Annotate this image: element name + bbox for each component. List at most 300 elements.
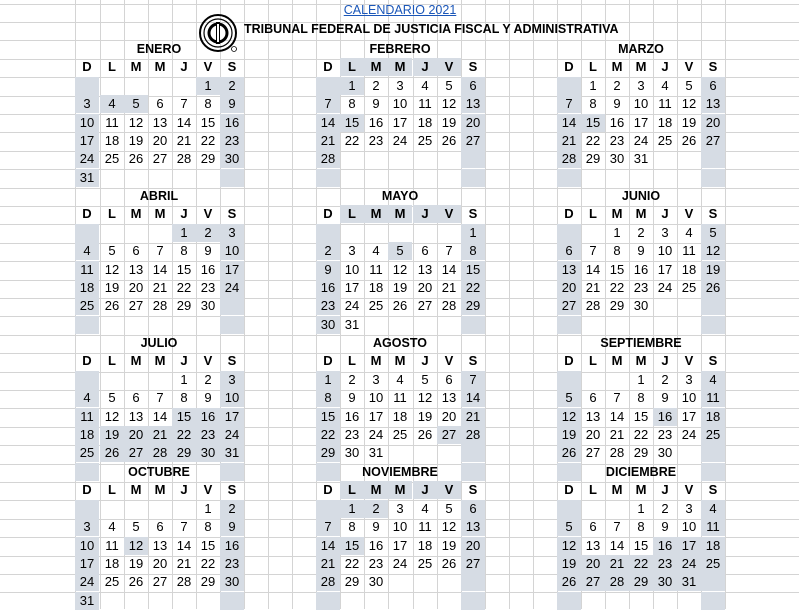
weekday-header: M [394, 353, 406, 369]
day-cell: 21 [605, 555, 629, 573]
day-cell: 5 [701, 224, 725, 242]
month-name: FEBRERO [369, 42, 431, 56]
weekday-header: D [564, 206, 574, 222]
day-cell: 11 [369, 261, 383, 277]
day-cell: 2 [316, 242, 340, 260]
day-cell: 8 [348, 96, 356, 112]
day-cell: 25 [104, 151, 120, 167]
weekday-header: L [340, 58, 364, 76]
day-cell: 22 [344, 133, 360, 148]
day-cell: 27 [437, 426, 461, 444]
day-cell: 4 [685, 224, 693, 240]
day-cell: 20 [128, 280, 144, 295]
day-cell: 4 [75, 389, 99, 407]
weekday-header: L [589, 59, 597, 75]
empty-day-cell [316, 77, 340, 95]
month-name: MARZO [618, 42, 664, 56]
day-cell: 2 [613, 77, 621, 93]
weekday-header: S [227, 206, 237, 222]
day-cell: 29 [200, 574, 216, 590]
day-cell: 25 [417, 133, 433, 148]
day-cell: 14 [152, 261, 168, 277]
day-cell: 14 [609, 537, 625, 553]
empty-day-cell [461, 444, 485, 462]
empty-day-cell [557, 592, 581, 610]
weekday-header: L [340, 205, 364, 223]
day-cell: 19 [557, 555, 581, 573]
empty-day-cell [461, 316, 485, 334]
day-cell: 9 [613, 96, 621, 112]
day-cell: 2 [204, 371, 212, 387]
day-cell: 27 [152, 574, 168, 590]
day-cell: 5 [108, 390, 116, 406]
day-cell: 13 [461, 518, 485, 536]
day-cell: 24 [657, 280, 673, 295]
day-cell: 29 [172, 444, 196, 462]
day-cell: 18 [104, 556, 120, 571]
month-name: DICIEMBRE [605, 465, 677, 479]
day-cell: 23 [653, 555, 677, 573]
day-cell: 9 [637, 243, 645, 259]
day-cell: 12 [417, 390, 433, 406]
day-cell: 28 [441, 298, 457, 314]
day-cell: 23 [633, 280, 649, 295]
day-cell: 2 [364, 500, 388, 518]
day-cell: 11 [75, 408, 99, 426]
day-cell: 7 [461, 371, 485, 389]
day-cell: 16 [196, 408, 220, 426]
day-cell: 28 [176, 574, 192, 590]
weekday-header: M [154, 59, 166, 75]
day-cell: 15 [581, 114, 605, 132]
day-cell: 27 [461, 132, 485, 150]
day-cell: 28 [609, 445, 625, 461]
month-name: MAYO [381, 189, 419, 203]
weekday-header: M [130, 206, 142, 222]
day-cell: 30 [196, 444, 220, 462]
day-cell: 29 [585, 151, 601, 167]
weekday-header: J [413, 481, 437, 499]
empty-day-cell [220, 592, 244, 610]
day-cell: 12 [681, 96, 697, 112]
empty-day-cell [461, 573, 485, 591]
day-cell: 31 [220, 444, 244, 462]
day-cell: 3 [75, 518, 99, 536]
weekday-header: V [437, 205, 461, 223]
weekday-header: M [611, 353, 623, 369]
day-cell: 29 [633, 445, 649, 461]
empty-day-cell [316, 169, 340, 187]
empty-day-cell [461, 592, 485, 610]
day-cell: 2 [661, 371, 669, 387]
day-cell: 21 [176, 556, 192, 571]
day-cell: 26 [441, 133, 457, 148]
day-cell: 29 [461, 297, 485, 315]
weekday-header: M [635, 482, 647, 498]
day-cell: 14 [585, 261, 601, 277]
day-cell: 26 [557, 573, 581, 591]
empty-day-cell [701, 316, 725, 334]
weekday-header: D [82, 59, 92, 75]
weekday-header: J [421, 353, 429, 369]
day-cell: 8 [613, 243, 621, 259]
day-cell: 3 [372, 371, 380, 387]
day-cell: 9 [316, 261, 340, 279]
day-cell: 24 [344, 298, 360, 314]
weekday-header: D [82, 206, 92, 222]
weekday-header: S [708, 59, 718, 75]
weekday-header: M [635, 353, 647, 369]
weekday-header: M [154, 206, 166, 222]
empty-day-cell [701, 150, 725, 168]
empty-day-cell [701, 297, 725, 315]
day-cell: 30 [368, 574, 384, 590]
day-cell: 24 [633, 133, 649, 148]
day-cell: 31 [75, 592, 99, 610]
day-cell: 26 [128, 151, 144, 167]
weekday-header: M [611, 482, 623, 498]
day-cell: 3 [75, 95, 99, 113]
day-cell: 9 [661, 519, 669, 535]
day-cell: 22 [200, 133, 216, 148]
weekday-header: M [154, 482, 166, 498]
day-cell: 19 [100, 426, 124, 444]
day-cell: 13 [152, 537, 168, 553]
day-cell: 20 [585, 427, 601, 442]
day-cell: 7 [180, 519, 188, 535]
day-cell: 2 [196, 224, 220, 242]
day-cell: 6 [132, 243, 140, 259]
day-cell: 10 [75, 537, 99, 555]
weekday-header: V [203, 59, 213, 75]
day-cell: 29 [609, 298, 625, 314]
day-cell: 30 [220, 150, 244, 168]
empty-day-cell [461, 150, 485, 168]
weekday-header: V [684, 353, 694, 369]
day-cell: 22 [172, 426, 196, 444]
day-cell: 15 [172, 408, 196, 426]
weekday-header: L [108, 59, 116, 75]
day-cell: 8 [637, 390, 645, 406]
day-cell: 10 [392, 519, 408, 535]
day-cell: 24 [677, 555, 701, 573]
day-cell: 22 [629, 555, 653, 573]
day-cell: 8 [204, 96, 212, 112]
empty-day-cell [316, 500, 340, 518]
day-cell: 6 [701, 77, 725, 95]
day-cell: 18 [681, 261, 697, 277]
day-cell: 26 [104, 298, 120, 314]
day-cell: 8 [637, 519, 645, 535]
day-cell: 6 [589, 519, 597, 535]
day-cell: 26 [557, 444, 581, 462]
month-name: SEPTIEMBRE [600, 336, 682, 350]
day-cell: 29 [200, 151, 216, 167]
day-cell: 26 [701, 279, 725, 297]
day-cell: 9 [372, 96, 380, 112]
day-cell: 31 [75, 169, 99, 187]
weekday-header: M [611, 59, 623, 75]
day-cell: 21 [316, 132, 340, 150]
day-cell: 4 [421, 77, 429, 93]
day-cell: 12 [441, 519, 457, 535]
day-cell: 5 [445, 500, 453, 516]
day-cell: 11 [75, 261, 99, 279]
day-cell: 2 [220, 77, 244, 95]
day-cell: 13 [441, 390, 457, 406]
day-cell: 11 [701, 518, 725, 536]
day-cell: 11 [658, 96, 672, 112]
weekday-header: D [564, 59, 574, 75]
day-cell: 14 [441, 261, 457, 277]
day-cell: 30 [653, 573, 677, 591]
weekday-header: S [468, 482, 478, 498]
day-cell: 23 [657, 427, 673, 442]
empty-day-cell [701, 444, 725, 462]
day-cell: 27 [461, 555, 485, 573]
day-cell: 27 [585, 445, 601, 461]
weekday-header: S [227, 59, 237, 75]
month-name: JULIO [140, 336, 178, 350]
day-cell: 30 [200, 298, 216, 314]
day-cell: 16 [653, 408, 677, 426]
day-cell: 19 [417, 408, 433, 424]
day-cell: 1 [589, 77, 597, 93]
day-cell: 24 [368, 427, 384, 442]
day-cell: 26 [417, 427, 433, 442]
day-cell: 24 [75, 573, 99, 591]
day-cell: 28 [148, 444, 172, 462]
day-cell: 24 [220, 279, 244, 297]
day-cell: 31 [677, 573, 701, 591]
day-cell: 23 [368, 133, 384, 148]
day-cell: 19 [441, 114, 457, 130]
weekday-header: S [708, 482, 718, 498]
calendar-title-link[interactable]: CALENDARIO 2021 [343, 3, 457, 17]
day-cell: 13 [128, 408, 144, 424]
day-cell: 3 [396, 500, 404, 516]
day-cell: 7 [445, 243, 453, 259]
day-cell: 22 [316, 426, 340, 444]
day-cell: 1 [172, 224, 196, 242]
day-cell: 14 [152, 408, 168, 424]
day-cell: 5 [108, 243, 116, 259]
empty-day-cell [701, 169, 725, 187]
day-cell: 7 [589, 243, 597, 259]
day-cell: 1 [461, 224, 485, 242]
empty-day-cell [557, 224, 581, 242]
day-cell: 3 [637, 77, 645, 93]
day-cell: 21 [461, 408, 485, 426]
day-cell: 16 [368, 537, 384, 553]
day-cell: 22 [633, 427, 649, 442]
day-cell: 29 [344, 574, 360, 590]
day-cell: 28 [557, 150, 581, 168]
weekday-header: L [589, 206, 597, 222]
day-cell: 3 [348, 243, 356, 259]
day-cell: 24 [681, 427, 697, 442]
day-cell: 20 [441, 408, 457, 424]
day-cell: 9 [372, 519, 380, 535]
weekday-header: J [180, 59, 188, 75]
day-cell: 4 [100, 95, 124, 113]
day-cell: 5 [557, 518, 581, 536]
institution-name: TRIBUNAL FEDERAL DE JUSTICIA FISCAL Y ADMINISTRATIVA [244, 22, 619, 36]
day-cell: 28 [585, 298, 601, 314]
day-cell: 15 [176, 261, 192, 277]
weekday-header: S [468, 59, 478, 75]
weekday-header: V [437, 481, 461, 499]
day-cell: 2 [372, 77, 380, 93]
day-cell: 2 [348, 371, 356, 387]
weekday-header: J [180, 353, 188, 369]
day-cell: 16 [220, 537, 244, 555]
day-cell: 21 [585, 280, 601, 295]
day-cell: 26 [681, 133, 697, 148]
day-cell: 7 [180, 96, 188, 112]
day-cell: 12 [104, 261, 120, 277]
day-cell: 31 [633, 151, 649, 167]
day-cell: 21 [148, 426, 172, 444]
day-cell: 23 [368, 556, 384, 571]
day-cell: 9 [220, 95, 244, 113]
day-cell: 22 [585, 133, 601, 148]
day-cell: 18 [701, 537, 725, 555]
day-cell: 22 [344, 556, 360, 571]
empty-day-cell [557, 371, 581, 389]
day-cell: 29 [176, 298, 192, 314]
day-cell: 31 [368, 445, 384, 461]
weekday-header: S [468, 353, 478, 369]
weekday-header: M [611, 206, 623, 222]
day-cell: 27 [417, 298, 433, 314]
day-cell: 14 [316, 537, 340, 555]
weekday-header: M [635, 206, 647, 222]
day-cell: 17 [75, 132, 99, 150]
day-cell: 25 [75, 444, 99, 462]
day-cell: 27 [128, 298, 144, 314]
day-cell: 15 [200, 114, 216, 130]
day-cell: 9 [661, 390, 669, 406]
day-cell: 23 [196, 426, 220, 444]
day-cell: 1 [204, 500, 212, 516]
day-cell: 10 [75, 114, 99, 132]
weekday-header: V [203, 482, 213, 498]
day-cell: 1 [340, 77, 364, 95]
weekday-header: D [82, 482, 92, 498]
empty-day-cell [701, 573, 725, 591]
day-cell: 4 [701, 371, 725, 389]
day-cell: 3 [220, 371, 244, 389]
day-cell: 13 [152, 114, 168, 130]
weekday-header: L [589, 482, 597, 498]
day-cell: 23 [316, 297, 340, 315]
day-cell: 10 [220, 242, 244, 260]
day-cell: 19 [557, 426, 581, 444]
weekday-header: J [180, 482, 188, 498]
day-cell: 17 [75, 555, 99, 573]
day-cell: 17 [681, 408, 697, 424]
empty-day-cell [75, 316, 99, 334]
day-cell: 19 [128, 556, 144, 571]
day-cell: 16 [316, 279, 340, 297]
empty-day-cell [220, 169, 244, 187]
weekday-header: S [708, 206, 718, 222]
weekday-header: J [413, 58, 437, 76]
day-cell: 30 [220, 573, 244, 591]
weekday-header: S [227, 482, 237, 498]
weekday-header: D [323, 482, 333, 498]
day-cell: 10 [344, 261, 360, 277]
weekday-header: J [413, 205, 437, 223]
day-cell: 3 [661, 224, 669, 240]
day-cell: 14 [557, 114, 581, 132]
day-cell: 7 [557, 95, 581, 113]
day-cell: 18 [75, 426, 99, 444]
day-cell: 12 [557, 408, 581, 426]
day-cell: 25 [681, 280, 697, 295]
day-cell: 5 [124, 95, 148, 113]
day-cell: 28 [316, 150, 340, 168]
day-cell: 25 [701, 426, 725, 444]
empty-day-cell [220, 297, 244, 315]
weekday-header: L [340, 481, 364, 499]
day-cell: 21 [176, 133, 192, 148]
weekday-header: M [635, 59, 647, 75]
weekday-header: S [468, 206, 478, 222]
day-cell: 1 [316, 371, 340, 389]
day-cell: 15 [461, 261, 485, 279]
empty-day-cell [75, 371, 99, 389]
day-cell: 5 [421, 371, 429, 387]
weekday-header: L [108, 353, 116, 369]
day-cell: 15 [316, 408, 340, 426]
day-cell: 6 [445, 371, 453, 387]
day-cell: 7 [613, 519, 621, 535]
day-cell: 25 [701, 555, 725, 573]
weekday-header: V [437, 58, 461, 76]
day-cell: 25 [368, 298, 384, 314]
day-cell: 30 [609, 151, 625, 167]
day-cell: 22 [609, 280, 625, 295]
weekday-header: L [108, 482, 116, 498]
day-cell: 26 [128, 574, 144, 590]
day-cell: 9 [220, 518, 244, 536]
month-name: AGOSTO [373, 336, 427, 350]
day-cell: 17 [392, 537, 408, 553]
day-cell: 6 [156, 519, 164, 535]
day-cell: 5 [685, 77, 693, 93]
day-cell: 27 [557, 297, 581, 315]
day-cell: 11 [393, 390, 407, 406]
day-cell: 9 [204, 390, 212, 406]
day-cell: 6 [461, 500, 485, 518]
weekday-header: V [203, 206, 213, 222]
day-cell: 6 [461, 77, 485, 95]
day-cell: 15 [200, 537, 216, 553]
day-cell: 19 [701, 261, 725, 279]
weekday-header: S [708, 353, 718, 369]
day-cell: 17 [368, 408, 384, 424]
day-cell: 21 [316, 555, 340, 573]
weekday-header: J [661, 482, 669, 498]
day-cell: 26 [100, 444, 124, 462]
weekday-header: J [661, 59, 669, 75]
day-cell: 28 [176, 151, 192, 167]
month-name: ENERO [136, 42, 182, 56]
day-cell: 19 [441, 537, 457, 553]
day-cell: 12 [128, 114, 144, 130]
